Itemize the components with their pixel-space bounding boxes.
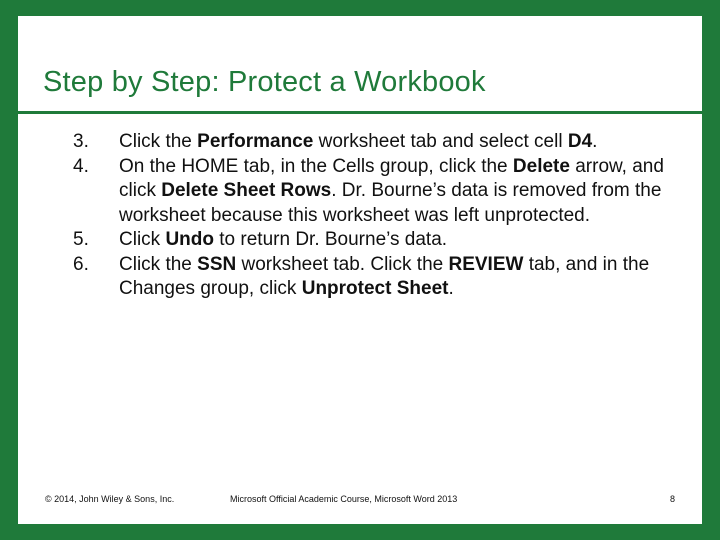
ui-term: Unprotect Sheet bbox=[301, 278, 449, 299]
ui-term: Undo bbox=[165, 229, 214, 250]
ui-term: D4 bbox=[567, 131, 593, 152]
ui-term: Delete Sheet Rows bbox=[161, 180, 332, 201]
steps-list bbox=[73, 130, 693, 302]
ui-term: Delete bbox=[512, 155, 570, 177]
step-item bbox=[73, 253, 693, 302]
step-item bbox=[73, 155, 693, 229]
slide-title: Step by Step: Protect a Workbook bbox=[43, 66, 486, 98]
title-divider bbox=[18, 111, 702, 114]
frame-top-border bbox=[0, 0, 720, 16]
step-item bbox=[73, 228, 693, 253]
ui-term: REVIEW bbox=[448, 253, 524, 275]
step-text: Click the SSN worksheet tab. Click the REVIEW tab, and in the Changes group, click Unprotect Sheet. bbox=[119, 253, 650, 299]
step-number: 4. bbox=[73, 155, 89, 177]
footer-page-number: 8 bbox=[670, 494, 676, 504]
ui-term: Performance bbox=[197, 131, 314, 152]
step-number: 6. bbox=[73, 253, 89, 275]
step-number: 5. bbox=[73, 229, 89, 250]
footer-course-title: Microsoft Official Academic Course, Microsoft Word 2013 bbox=[230, 494, 458, 504]
frame-bottom-border bbox=[0, 524, 720, 540]
step-text: On the HOME tab, in the Cells group, click the Delete arrow, and click Delete Sheet Rows. Dr. Bourne’s data is removed from the worksheet because this worksheet was left unprotected. bbox=[119, 155, 664, 226]
ui-term: SSN bbox=[197, 253, 237, 275]
step-item bbox=[73, 130, 693, 155]
footer-copyright: © 2014, John Wiley & Sons, Inc. bbox=[45, 494, 175, 504]
step-number: 3. bbox=[73, 131, 89, 152]
frame-right-border bbox=[702, 0, 720, 540]
step-text: Click the Performance worksheet tab and select cell D4. bbox=[119, 131, 598, 152]
step-text: Click Undo to return Dr. Bourne’s data. bbox=[119, 229, 448, 250]
frame-left-border bbox=[0, 0, 18, 540]
